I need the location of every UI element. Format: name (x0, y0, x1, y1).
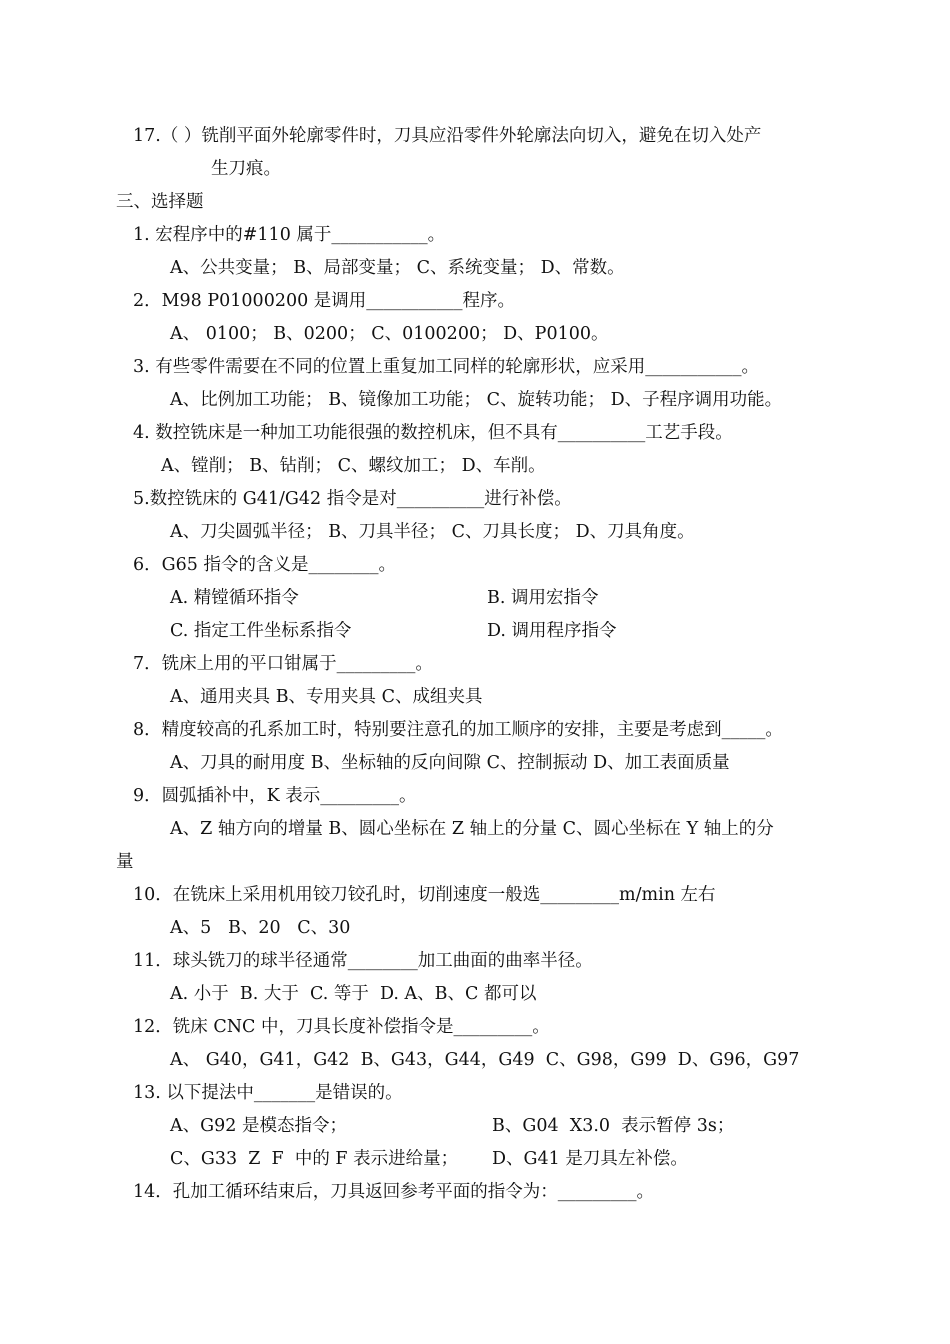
question-6-option-d: D. 调用程序指令 (487, 621, 617, 641)
question-13-option-d: D、G41 是刀具左补偿。 (492, 1149, 688, 1169)
question-11-options: A. 小于 B. 大于 C. 等于 D. A、B、C 都可以 (170, 984, 537, 1004)
question-9: 9．圆弧插补中，K 表示_________。 (133, 786, 417, 806)
question-6-option-c: C. 指定工件坐标系指令 (170, 621, 352, 641)
section-heading: 三、选择题 (116, 192, 204, 212)
question-5: 5.数控铣床的 G41/G42 指令是对__________进行补偿。 (133, 489, 572, 509)
question-10: 10．在铣床上采用机用铰刀铰孔时，切削速度一般选_________m/min 左右 (133, 885, 716, 905)
question-13-option-c: C、G33 Z F 中的 F 表示进给量； (170, 1149, 459, 1169)
question-1: 1. 宏程序中的#110 属于___________。 (133, 225, 446, 245)
question-7-options: A、通用夹具 B、专用夹具 C、成组夹具 (170, 687, 483, 707)
question-5-options: A、刀尖圆弧半径； B、刀具半径； C、刀具长度； D、刀具角度。 (170, 522, 695, 542)
question-17-line-1: 17.（ ）铣削平面外轮廓零件时，刀具应沿零件外轮廓法向切入，避免在切入处产 (133, 126, 762, 146)
question-8-options: A、刀具的耐用度 B、坐标轴的反向间隙 C、控制振动 D、加工表面质量 (170, 753, 730, 773)
question-2-options: A、 0100； B、0200； C、0100200； D、P0100。 (170, 324, 609, 344)
question-13-option-b: B、G04 X3.0 表示暂停 3s； (492, 1116, 735, 1136)
question-13-option-a: A、G92 是模态指令； (170, 1116, 347, 1136)
question-10-options: A、5 B、20 C、30 (170, 918, 351, 938)
question-7: 7．铣床上用的平口钳属于_________。 (133, 654, 433, 674)
question-8: 8．精度较高的孔系加工时，特别要注意孔的加工顺序的安排，主要是考虑到_____。 (133, 720, 783, 740)
question-3: 3. 有些零件需要在不同的位置上重复加工同样的轮廓形状，应采用___________。 (133, 357, 760, 377)
question-17-line-2: 生刀痕。 (211, 159, 281, 179)
question-14: 14．孔加工循环结束后，刀具返回参考平面的指令为：_________。 (133, 1182, 655, 1202)
question-9-options: A、Z 轴方向的增量 B、圆心坐标在 Z 轴上的分量 C、圆心坐标在 Y 轴上的分 (170, 819, 774, 839)
question-1-options: A、公共变量； B、局部变量； C、系统变量； D、常数。 (170, 258, 625, 278)
question-12-options: A、 G40，G41，G42 B、G43，G44，G49 C、G98，G99 D、G96，G97 (170, 1050, 800, 1070)
question-6-option-b: B. 调用宏指令 (487, 588, 599, 608)
question-4: 4. 数控铣床是一种加工功能很强的数控机床，但不具有__________工艺手段。 (133, 423, 733, 443)
question-11: 11．球头铣刀的球半径通常________加工曲面的曲率半径。 (133, 951, 593, 971)
question-6: 6．G65 指令的含义是________。 (133, 555, 396, 575)
question-2: 2．M98 P01000200 是调用___________程序。 (133, 291, 516, 311)
question-12: 12．铣床 CNC 中，刀具长度补偿指令是_________。 (133, 1017, 550, 1037)
question-13: 13. 以下提法中_______是错误的。 (133, 1083, 403, 1103)
question-4-options: A、镗削； B、钻削； C、螺纹加工； D、车削。 (161, 456, 546, 476)
question-3-options: A、比例加工功能； B、镜像加工功能； C、旋转功能； D、子程序调用功能。 (170, 390, 783, 410)
question-6-option-a: A. 精镗循环指令 (170, 588, 299, 608)
question-9-options-wrap: 量 (116, 852, 134, 872)
